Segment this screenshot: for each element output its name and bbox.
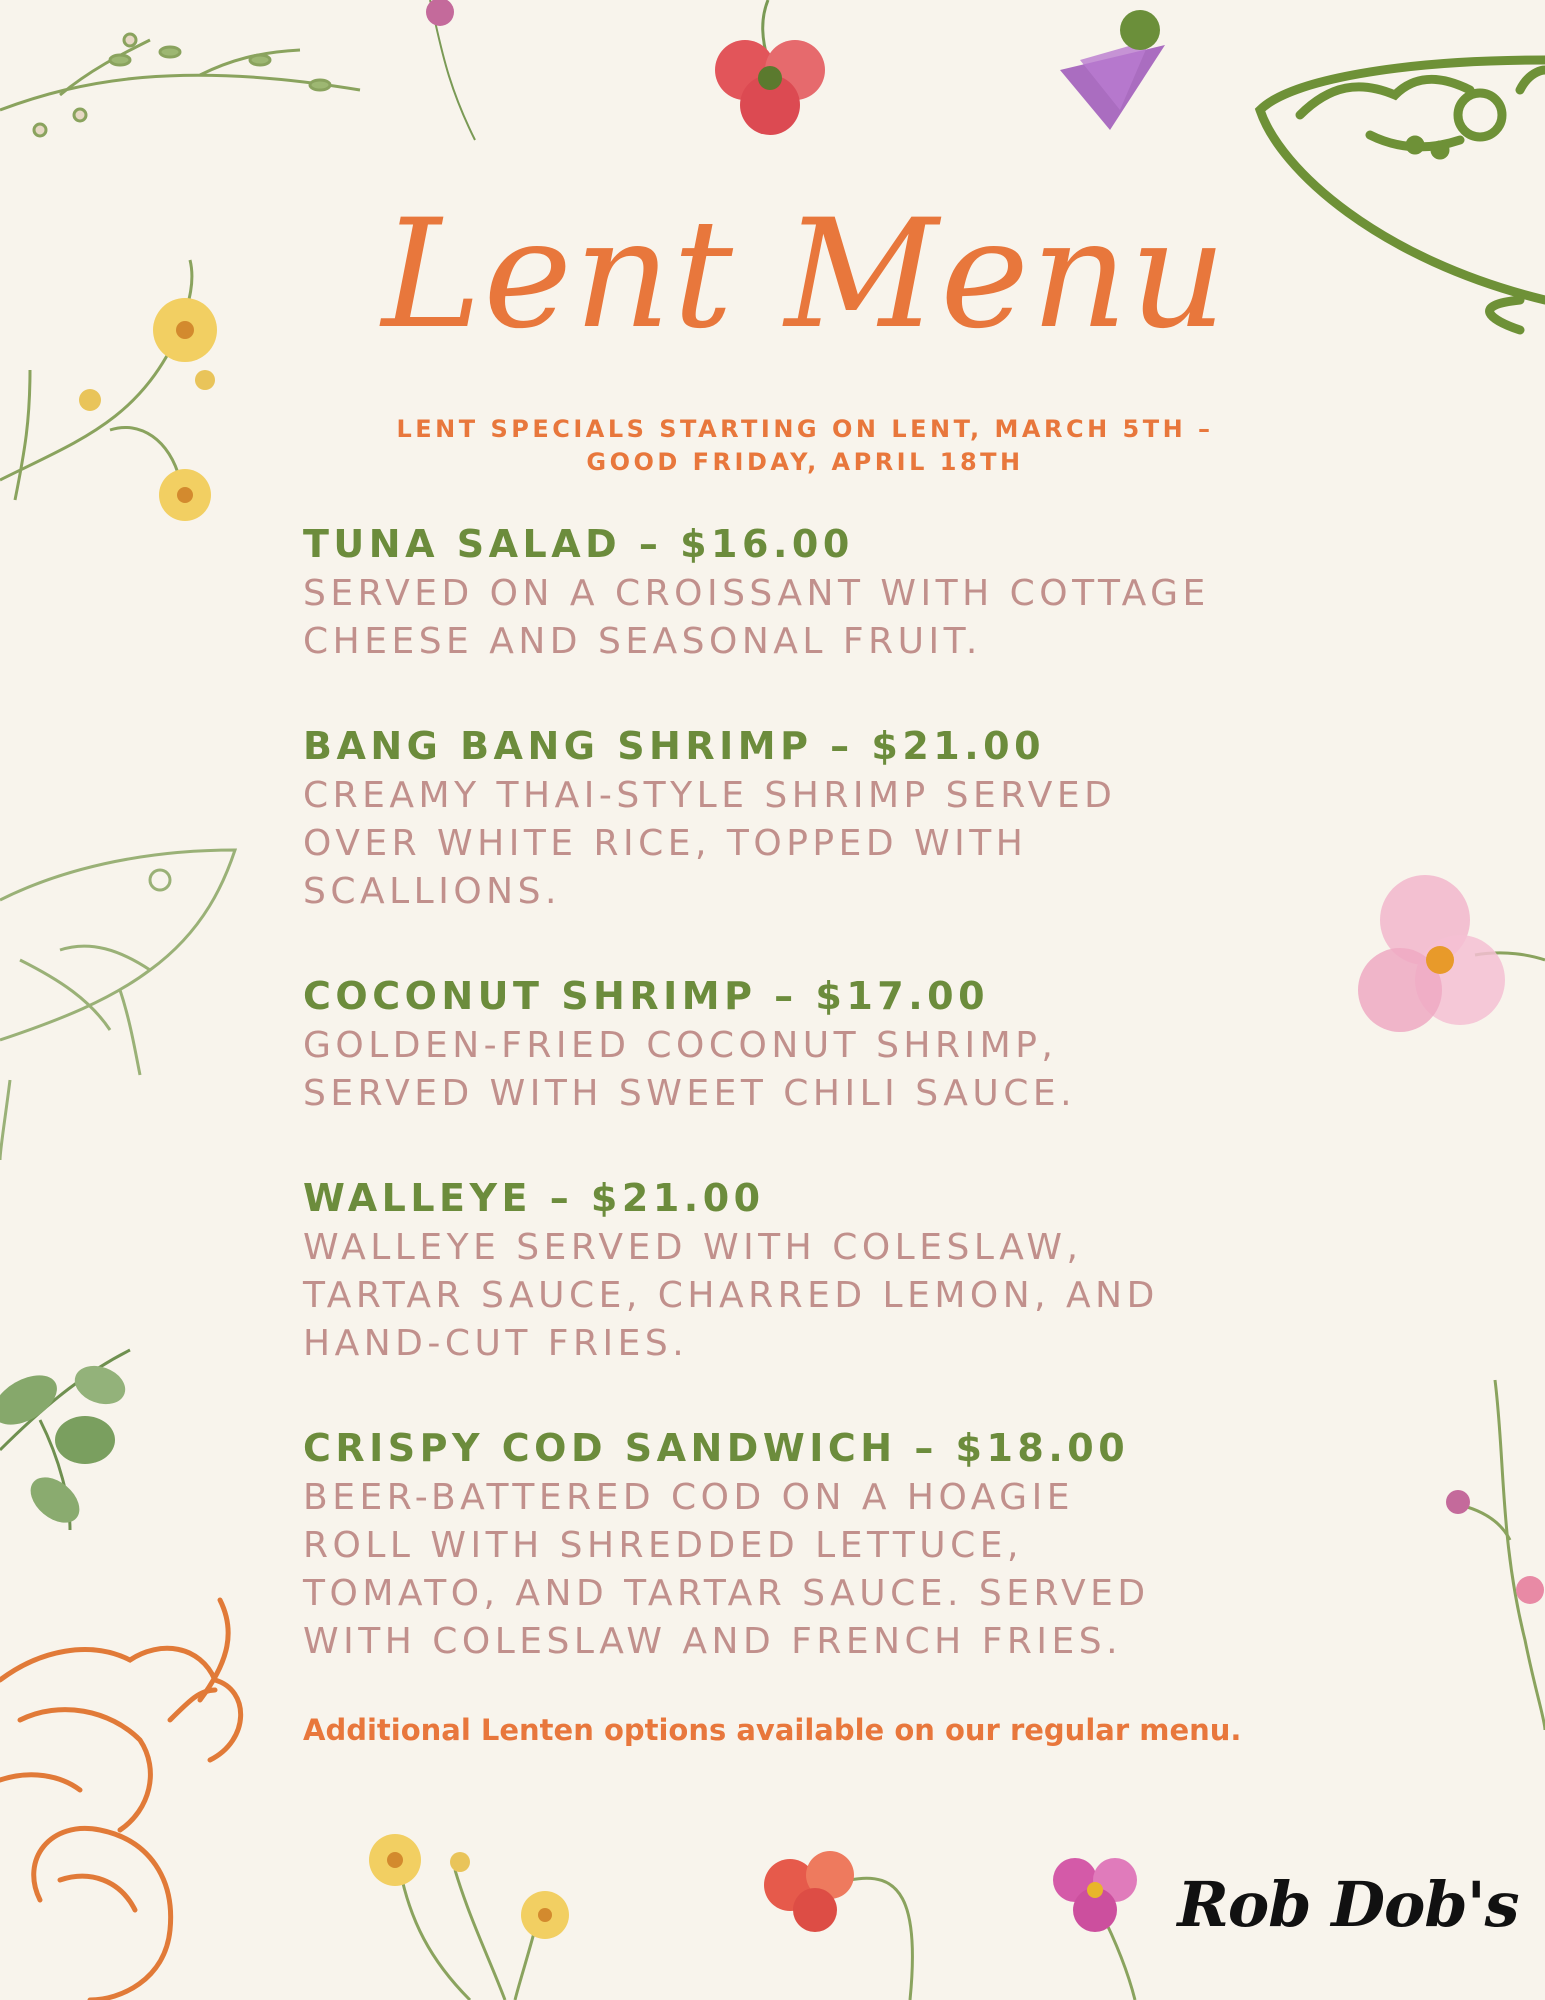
description-line: SCALLIONS. <box>303 871 561 912</box>
menu-item-description <box>303 772 1443 916</box>
green-leaves-icon <box>0 1350 131 1532</box>
description-line: CHEESE AND SEASONAL FRUIT. <box>303 621 982 662</box>
herb-sprig-icon <box>0 34 360 136</box>
menu-item-description <box>303 1474 1443 1666</box>
subtitle <box>300 413 1310 479</box>
orange-poppy-icon <box>764 1851 913 2000</box>
description-line: WITH COLESLAW AND FRENCH FRIES. <box>303 1621 1123 1662</box>
menu-item-title: BANG BANG SHRIMP – $21.00 <box>303 724 1046 768</box>
fish-illustration <box>0 850 235 1160</box>
footnote: Additional Lenten options available on our regular menu. <box>303 1713 1242 1747</box>
menu-item <box>303 1172 1443 1368</box>
description-line: SERVED WITH SWEET CHILI SAUCE. <box>303 1073 1077 1114</box>
menu-item <box>303 518 1443 666</box>
description-line: CREAMY THAI-STYLE SHRIMP SERVED <box>303 775 1117 816</box>
pink-bud-icon <box>426 0 475 140</box>
description-line: ROLL WITH SHREDDED LETTUCE, <box>303 1525 1023 1566</box>
description-line: TOMATO, AND TARTAR SAUCE. SERVED <box>303 1573 1150 1614</box>
description-line: OVER WHITE RICE, TOPPED WITH <box>303 823 1028 864</box>
subtitle-line: LENT SPECIALS STARTING ON LENT, MARCH 5TH – <box>396 415 1214 443</box>
yellow-buttercup-icon <box>369 1834 569 2000</box>
menu-item-title: TUNA SALAD – $16.00 <box>303 522 854 566</box>
subtitle-line: GOOD FRIDAY, APRIL 18TH <box>586 448 1024 476</box>
wildflower-stem-icon <box>1446 1380 1545 1730</box>
description-line: HAND-CUT FRIES. <box>303 1323 689 1364</box>
description-line: TARTAR SAUCE, CHARRED LEMON, AND <box>303 1275 1159 1316</box>
shrimp-illustration <box>0 1600 241 2000</box>
description-line: BEER-BATTERED COD ON A HOAGIE <box>303 1477 1074 1518</box>
thistle-flower-icon <box>1060 10 1165 130</box>
menu-item-description <box>303 1022 1443 1118</box>
description-line: GOLDEN-FRIED COCONUT SHRIMP, <box>303 1025 1058 1066</box>
menu-item <box>303 1422 1443 1666</box>
menu-item-description <box>303 570 1443 666</box>
description-line: SERVED ON A CROISSANT WITH COTTAGE <box>303 573 1210 614</box>
menu-item-title: CRISPY COD SANDWICH – $18.00 <box>303 1426 1130 1470</box>
menu-item <box>303 970 1443 1118</box>
description-line: WALLEYE SERVED WITH COLESLAW, <box>303 1227 1083 1268</box>
menu-item-description <box>303 1224 1443 1368</box>
menu-items <box>303 518 1443 1720</box>
pink-cosmos-icon <box>1053 1858 1137 2000</box>
yellow-buttercup-icon <box>0 260 217 521</box>
page-title: Lent Menu <box>381 188 1229 362</box>
brand-logo: Rob Dob's <box>1177 1868 1519 1941</box>
menu-item-title: WALLEYE – $21.00 <box>303 1176 765 1220</box>
red-flower-icon <box>715 0 825 135</box>
menu-item <box>303 720 1443 916</box>
menu-item-title: COCONUT SHRIMP – $17.00 <box>303 974 990 1018</box>
